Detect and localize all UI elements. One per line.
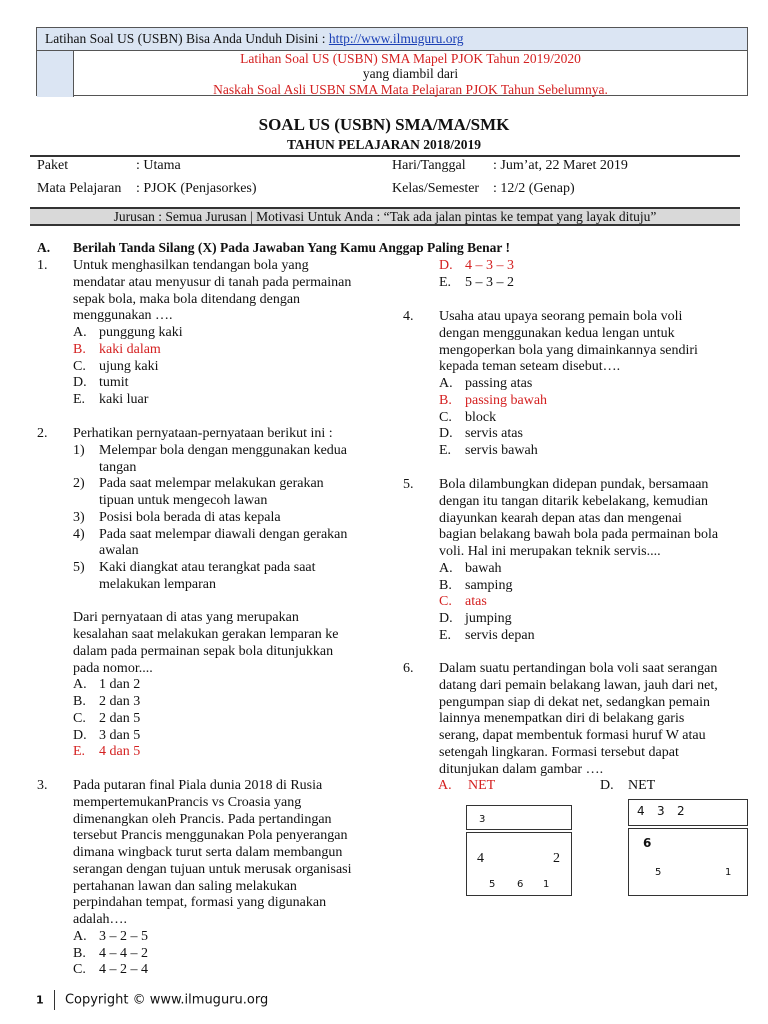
question-block <box>403 258 743 292</box>
mapel-value: : PJOK (Penjasorkes) <box>136 181 257 196</box>
option-e[interactable] <box>37 744 377 761</box>
back-zone <box>628 828 748 896</box>
item-text: menggunakan …. <box>73 308 173 324</box>
option-b[interactable] <box>403 393 743 410</box>
item-text: servis depan <box>465 627 535 643</box>
option-letter: D. <box>600 778 614 794</box>
item-text: Pada saat melempar melakukan gerakan <box>99 476 324 492</box>
player-position: 1 <box>725 867 732 878</box>
question-text-line <box>403 511 743 528</box>
question-text-line <box>403 359 743 376</box>
copyright: Copyright © www.ilmuguru.org <box>64 992 269 1008</box>
item-number: E. <box>73 392 86 407</box>
item-text: jumping <box>465 611 512 626</box>
item-text: Kaki diangkat atau terangkat pada saat <box>99 560 316 575</box>
option-a[interactable] <box>37 677 377 694</box>
option-b[interactable] <box>37 342 377 359</box>
question-text-line <box>37 912 377 929</box>
item-text: voli. Hal ini merupakan teknik servis.... <box>439 544 661 559</box>
item-number: D. <box>439 426 453 442</box>
section-instruction: Berilah Tanda Silang (X) Pada Jawaban Yang Kamu Anggap Paling Benar ! <box>73 240 510 255</box>
question-text-line <box>403 326 743 343</box>
option-a[interactable] <box>403 561 743 578</box>
item-text: datang dari pemain belakang lawan, jauh dari net, <box>439 677 718 693</box>
statement-item <box>37 460 377 477</box>
question-6 <box>403 661 743 678</box>
item-number: 2. <box>37 426 48 441</box>
option-e[interactable] <box>403 628 743 645</box>
question-text-line <box>37 812 377 829</box>
item-text: 2 dan 5 <box>99 710 141 726</box>
item-number: 5) <box>73 560 85 575</box>
player-position: 3 <box>479 814 486 825</box>
statement-item <box>37 560 377 577</box>
player-position: 1 <box>543 879 550 890</box>
option-b[interactable] <box>37 694 377 711</box>
item-text: 4 dan 5 <box>99 744 141 760</box>
paket-value: : Utama <box>136 158 181 173</box>
player-position: 6 <box>517 879 524 890</box>
item-text: perpindahan tempat, formasi yang digunakan <box>73 895 327 911</box>
item-number: C. <box>73 358 86 374</box>
statement-item <box>37 527 377 544</box>
item-number: 5. <box>403 477 414 492</box>
item-number: A. <box>73 677 87 693</box>
item-text: tersebut Prancis menggunakan Pola penyerangan <box>73 828 348 844</box>
option-d[interactable] <box>37 728 377 745</box>
banner-top <box>37 28 747 51</box>
paket-label: Paket <box>37 158 69 173</box>
player-position: 4 <box>637 804 645 818</box>
item-text: serang, dapat membentuk formasi huruf W atau <box>439 728 706 743</box>
item-text: adalah…. <box>73 912 128 927</box>
item-text: dimenangkan oleh Prancis. Pada pertandingan <box>73 811 332 827</box>
item-number: A. <box>73 325 87 340</box>
mapel-label: Mata Pelajaran <box>37 181 122 196</box>
question-text-line <box>37 610 377 627</box>
question-text-line <box>37 308 377 325</box>
option-d[interactable] <box>403 426 743 443</box>
option-c[interactable] <box>37 962 377 979</box>
banner-line-3: Naskah Soal Asli USBN SMA Mata Pelajaran PJOK Tahun Sebelumnya. <box>213 81 608 97</box>
item-text: pada nomor.... <box>73 660 153 676</box>
question-5 <box>403 477 743 494</box>
item-number: D. <box>439 611 453 626</box>
player-position: 4 <box>477 851 484 866</box>
item-text: servis bawah <box>465 443 538 458</box>
spacer <box>37 594 377 611</box>
item-text: 4 – 2 – 4 <box>99 962 148 978</box>
item-number: D. <box>73 727 87 743</box>
player-position: 6 <box>643 836 652 850</box>
item-number: C. <box>439 409 452 425</box>
item-text: Bola dilambungkan didepan pundak, bersamaan <box>439 477 709 492</box>
question-block <box>37 426 377 761</box>
option-a[interactable] <box>37 929 377 946</box>
item-number: 4. <box>403 309 414 324</box>
question-text-line <box>403 494 743 511</box>
item-text: 4 – 4 – 2 <box>99 945 148 961</box>
question-text-line <box>37 661 377 678</box>
question-block <box>403 477 743 645</box>
item-text: servis atas <box>465 426 523 442</box>
question-text-line <box>37 845 377 862</box>
option-c[interactable] <box>403 410 743 427</box>
banner-line-1: Latihan Soal US (USBN) SMA Mapel PJOK Tahun 2019/2020 <box>240 51 581 66</box>
item-text: kaki dalam <box>99 341 161 357</box>
item-number: C. <box>73 962 86 978</box>
question-text-line <box>37 879 377 896</box>
option-a[interactable] <box>403 376 743 393</box>
item-text: Dari pernyataan di atas yang merupakan <box>73 610 299 626</box>
question-text-line <box>37 292 377 309</box>
question-block <box>37 778 377 979</box>
item-number: 3. <box>37 778 48 793</box>
item-text: punggung kaki <box>99 325 183 340</box>
section-letter: A. <box>37 240 51 255</box>
statement-item <box>37 577 377 594</box>
divider <box>30 155 740 157</box>
item-text: lainnya menempatkan diri di belakang garis <box>439 711 685 727</box>
item-text: tangan <box>99 459 137 475</box>
question-text-line <box>37 275 377 292</box>
player-position: 3 <box>657 804 665 818</box>
statement-item <box>37 510 377 527</box>
statement-item <box>37 476 377 493</box>
question-text-line <box>403 762 743 779</box>
statement-item <box>37 443 377 460</box>
item-number: 2) <box>73 476 85 492</box>
net-front-zone <box>628 799 748 826</box>
question-3 <box>37 778 377 795</box>
player-position: 2 <box>553 851 560 866</box>
item-number: D. <box>73 375 87 391</box>
player-position: 2 <box>677 804 685 818</box>
item-number: E. <box>73 744 86 760</box>
question-4 <box>403 309 743 326</box>
item-number: E. <box>439 274 452 290</box>
item-number: B. <box>439 392 452 408</box>
item-text: ditunjukan dalam gambar …. <box>439 761 604 777</box>
page-title: SOAL US (USBN) SMA/MA/SMK <box>258 115 510 134</box>
item-text: kepada teman seteam disebut…. <box>439 359 621 375</box>
item-text: 3 – 2 – 5 <box>99 928 148 944</box>
item-number: C. <box>73 710 86 726</box>
item-text: tumit <box>99 375 129 391</box>
question-2 <box>37 426 377 443</box>
item-number: B. <box>73 694 86 709</box>
question-text-line <box>403 728 743 745</box>
option-a[interactable] <box>37 325 377 342</box>
item-text: 5 – 3 – 2 <box>465 274 514 290</box>
banner-side <box>37 51 74 97</box>
item-text: Untuk menghasilkan tendangan bola yang <box>73 258 309 273</box>
option-e[interactable] <box>37 392 377 409</box>
item-text: Pada saat melempar diawali dengan gerakan <box>99 526 348 542</box>
question-text-line <box>403 695 743 712</box>
question-text-line <box>403 527 743 544</box>
item-text: dengan menggunakan kedua lengan untuk <box>439 325 675 341</box>
question-text-line <box>37 895 377 912</box>
option-b[interactable] <box>403 578 743 595</box>
item-number: B. <box>73 945 86 961</box>
item-text: Pada putaran final Piala dunia 2018 di Rusia <box>73 778 323 793</box>
statement-item <box>37 493 377 510</box>
kelas-value: : 12/2 (Genap) <box>493 181 575 196</box>
player-position: 5 <box>489 879 496 890</box>
item-text: dimana wingback turut serta dalam membangun <box>73 845 343 860</box>
question-text-line <box>37 644 377 661</box>
item-text: passing bawah <box>465 392 548 408</box>
question-text-line <box>403 745 743 762</box>
item-text: Perhatikan pernyataan-pernyataan berikut ini : <box>73 426 333 441</box>
item-number: B. <box>439 577 452 593</box>
option-b[interactable] <box>37 946 377 963</box>
item-text: passing atas <box>465 376 533 391</box>
item-text: ujung kaki <box>99 358 159 374</box>
item-text: mendatar atau menyusur di tanah pada permainan <box>73 274 352 290</box>
net-front-zone <box>466 805 572 830</box>
question-block <box>403 661 743 890</box>
item-text: Usaha atau upaya seorang pemain bola voli <box>439 309 683 324</box>
item-text: diayunkan kearah depan atas dan mengenai <box>439 510 682 526</box>
option-text: NET <box>628 778 656 794</box>
question-text-line <box>403 343 743 360</box>
player-position: 5 <box>655 867 662 878</box>
option-d[interactable] <box>403 258 743 275</box>
item-text: awalan <box>99 543 139 559</box>
item-text: mengoperkan bola yang dimainkannya sendiri <box>439 342 698 358</box>
item-number: 4) <box>73 526 85 542</box>
item-number: D. <box>439 258 453 273</box>
item-text: Dalam suatu pertandingan bola voli saat serangan <box>439 661 718 676</box>
banner-line-2: yang diambil dari <box>362 66 459 82</box>
item-text: block <box>465 409 497 425</box>
back-zone <box>466 832 572 896</box>
item-text: serangan dengan tujuan untuk merusak organisasi <box>73 861 352 877</box>
jurusan-bar: Jurusan : Semua Jurusan | Motivasi Untuk Anda : “Tak ada jalan pintas ke tempat yang layak dituju” <box>30 207 740 226</box>
item-text: dalam pada permainan sepak bola ditunjukkan <box>73 643 334 659</box>
page-subtitle: TAHUN PELAJARAN 2018/2019 <box>286 137 481 152</box>
item-text: pertahanan lawan dan saling melakukan <box>73 878 297 894</box>
item-number: E. <box>439 627 452 643</box>
item-text: bagian belakang bawah bola pada permainan bola <box>439 527 719 543</box>
item-number: A. <box>439 560 453 576</box>
item-text: pengumpan siap di dekat net, sedangkan pemain <box>439 694 710 710</box>
item-number: 1. <box>37 258 48 273</box>
item-number: A. <box>73 928 87 944</box>
item-text: dengan itu tangan ditarik kebelakang, kemudian <box>439 493 709 509</box>
item-text: bawah <box>465 560 502 576</box>
option-e[interactable] <box>403 443 743 460</box>
question-text-line <box>37 795 377 812</box>
item-number: 1) <box>73 442 85 458</box>
option-d[interactable] <box>403 611 743 628</box>
option-c[interactable] <box>403 594 743 611</box>
question-block <box>37 258 377 409</box>
kelas-label: Kelas/Semester <box>392 181 480 196</box>
item-number: A. <box>439 376 453 391</box>
statement-item <box>37 543 377 560</box>
page-number: 1 <box>36 993 44 1007</box>
question-text-line <box>37 828 377 845</box>
footer <box>36 990 268 1010</box>
option-text: NET <box>468 778 496 794</box>
question-text-line <box>403 544 743 561</box>
item-text: 2 dan 3 <box>99 694 141 709</box>
question-1 <box>37 258 377 275</box>
item-number: 6. <box>403 661 414 676</box>
option-c[interactable] <box>37 359 377 376</box>
item-number: 3) <box>73 509 85 525</box>
download-banner <box>36 27 748 96</box>
item-text: tipuan untuk mengecoh lawan <box>99 493 268 508</box>
item-text: 3 dan 5 <box>99 727 141 743</box>
download-text: Latihan Soal US (USBN) Bisa Anda Unduh Disini : <box>45 31 329 46</box>
question-text-line <box>37 862 377 879</box>
question-text-line <box>403 711 743 728</box>
item-text: mempertemukanPrancis vs Croasia yang <box>73 794 302 810</box>
item-text: 1 dan 2 <box>99 677 141 693</box>
hari-value: : Jum’at, 22 Maret 2019 <box>493 158 628 173</box>
item-text: setengah lingkaran. Formasi tersebut dapat <box>439 744 679 760</box>
hari-label: Hari/Tanggal <box>392 158 466 173</box>
item-number: E. <box>439 443 452 458</box>
item-text: 4 – 3 – 3 <box>465 258 514 273</box>
option-letter: A. <box>438 778 452 794</box>
item-text: sepak bola, maka bola ditendang dengan <box>73 291 301 307</box>
question-text-line <box>37 627 377 644</box>
option-c[interactable] <box>37 711 377 728</box>
item-number: C. <box>439 594 452 610</box>
option-e[interactable] <box>403 275 743 292</box>
question-block <box>403 309 743 460</box>
question-text-line <box>403 678 743 695</box>
item-text: atas <box>465 594 487 610</box>
item-text: Melempar bola dengan menggunakan kedua <box>99 442 348 458</box>
item-text: Posisi bola berada di atas kepala <box>99 509 281 525</box>
option-d[interactable] <box>37 375 377 392</box>
download-link[interactable]: http://www.ilmuguru.org <box>328 31 464 46</box>
item-text: kaki luar <box>99 392 149 407</box>
item-text: samping <box>465 577 513 593</box>
item-text: melakukan lemparan <box>99 576 217 592</box>
item-number: B. <box>73 341 86 357</box>
item-text: kesalahan saat melakukan gerakan lemparan ke <box>73 627 339 642</box>
